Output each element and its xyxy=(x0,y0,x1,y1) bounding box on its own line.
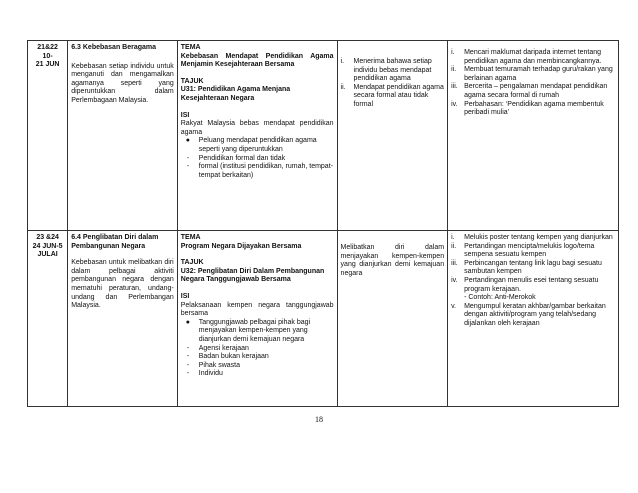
list-item: iv. Perbahasan: ‘Pendidikan agama membentuk peribadi mulia’ xyxy=(451,100,604,117)
list-item: iii. Bercerita – pengalaman mendapat pendidikan agama secara formal di rumah xyxy=(451,83,608,99)
list-item: i. Mencari maklumat daripada internet tentang pendidikan agama dan membincangkannya. xyxy=(451,49,602,65)
isi-intro: Pelaksanaan kempen negara tanggungjawab bersama xyxy=(180,301,334,318)
list-item: - Badan bukan kerajaan xyxy=(186,353,269,361)
subtopic-description: Kebebasan untuk melibatkan diri dalam pelbagai aktiviti pembangunan negara dengan mematuhi peraturan, undang-undang dan Perlembangan Malaysia. xyxy=(71,259,174,310)
activity-cell xyxy=(448,41,619,231)
table-row xyxy=(28,41,619,231)
subtopic-title: 6.4 Penglibatan Diri dalam Pembangunan Negara xyxy=(71,234,159,250)
subtopic-title: 6.3 Kebebasan Beragama xyxy=(71,44,157,51)
list-item: ● Tanggungjawab pelbagai pihak bagi menjayakan kempen-kempen yang dianjurkan demi kemajuan negara xyxy=(185,318,311,343)
list-item: - Pihak swasta xyxy=(186,361,240,369)
objective-cell xyxy=(337,231,448,407)
objective-cell xyxy=(337,41,448,231)
list-item: - Agensi kerajaan xyxy=(186,344,249,352)
list-item: ii. Pertandingan mencipta/melukis logo/tema sempena sesuatu kempen xyxy=(451,242,595,259)
tema-label: TEMA xyxy=(180,44,201,51)
isi-label: ISI xyxy=(180,292,190,300)
lesson-plan-table xyxy=(27,40,619,407)
tajuk-text: U32: Penglibatan Diri Dalam Pembangunan Negara Tanggungjawab Bersama xyxy=(180,267,325,284)
table-row xyxy=(28,231,619,407)
isi-list xyxy=(181,137,334,180)
activity-cell xyxy=(448,231,619,407)
activity-list xyxy=(451,234,615,329)
week-cell xyxy=(28,231,68,407)
subtopic-cell xyxy=(68,41,178,231)
isi-intro: Rakyat Malaysia bebas mendapat pendidikan agama xyxy=(180,120,334,136)
list-item: - Pendidikan formal dan tidak xyxy=(186,154,286,162)
week-label: 23 &24 24 JUN-5 JULAI xyxy=(32,234,63,259)
list-item: v. Mengumpul keratan akhbar/gambar berkaitan dengan aktiviti/program yang telah/sedang dijalankan oleh kerajaan xyxy=(451,302,606,327)
tema-text: Kebebasan Mendapat Pendidikan Agama Menjamin Kesejahteraan Bersama xyxy=(180,52,334,69)
page-number: 18 xyxy=(315,415,323,424)
tajuk-text: U31: Pendidikan Agama Menjana Kesejahteraan Negara xyxy=(180,86,291,102)
list-item: - Individu xyxy=(186,370,223,378)
isi-list xyxy=(181,319,334,379)
list-item: ii. Mendapat pendidikan agama secara formal atau tidak formal xyxy=(340,83,444,108)
objective-list xyxy=(341,58,445,110)
week-cell xyxy=(28,41,68,231)
tema-label: TEMA xyxy=(180,234,201,241)
subtopic-description: Kebebasan setiap individu untuk menganuti dan mengamalkan agamanya seperti yang diperuntukkan dalam Perlembagaan Malaysia. xyxy=(71,62,174,104)
list-item: iv. Pertandingan menulis esei tentang sesuatu program kerajaan. - Contoh: Anti-Merokok xyxy=(451,276,599,302)
list-item: iii. Perbincangan tentang lirik lagu bagi sesuatu sambutan kempen xyxy=(451,259,602,276)
tema-cell xyxy=(177,41,337,231)
list-item: ● Peluang mendapat pendidikan agama seperti yang diperuntukkan xyxy=(185,137,317,153)
activity-list xyxy=(451,49,615,118)
list-item: i. Melukis poster tentang kempen yang dianjurkan xyxy=(451,234,613,241)
list-item: - formal (institusi pendidikan, rumah, tempat-tempat berkaitan) xyxy=(186,163,333,179)
objective-text: Melibatkan diri dalam menjayakan kempen-kempen yang dianjurkan demi kemajuan negara xyxy=(340,244,445,277)
tema-cell xyxy=(177,231,337,407)
week-label: 21&22 10- 21 JUN xyxy=(35,44,60,69)
tajuk-label: TAJUK xyxy=(180,77,204,85)
list-item: ii. Membuat temuramah terhadap guru/rakan yang berlainan agama xyxy=(451,66,613,82)
tajuk-label: TAJUK xyxy=(180,259,204,267)
subtopic-cell xyxy=(68,231,178,407)
tema-text: Program Negara Dijayakan Bersama xyxy=(180,242,302,250)
isi-label: ISI xyxy=(180,111,190,119)
list-item: i. Menerima bahawa setiap individu bebas mendapat pendidikan agama xyxy=(340,58,432,83)
